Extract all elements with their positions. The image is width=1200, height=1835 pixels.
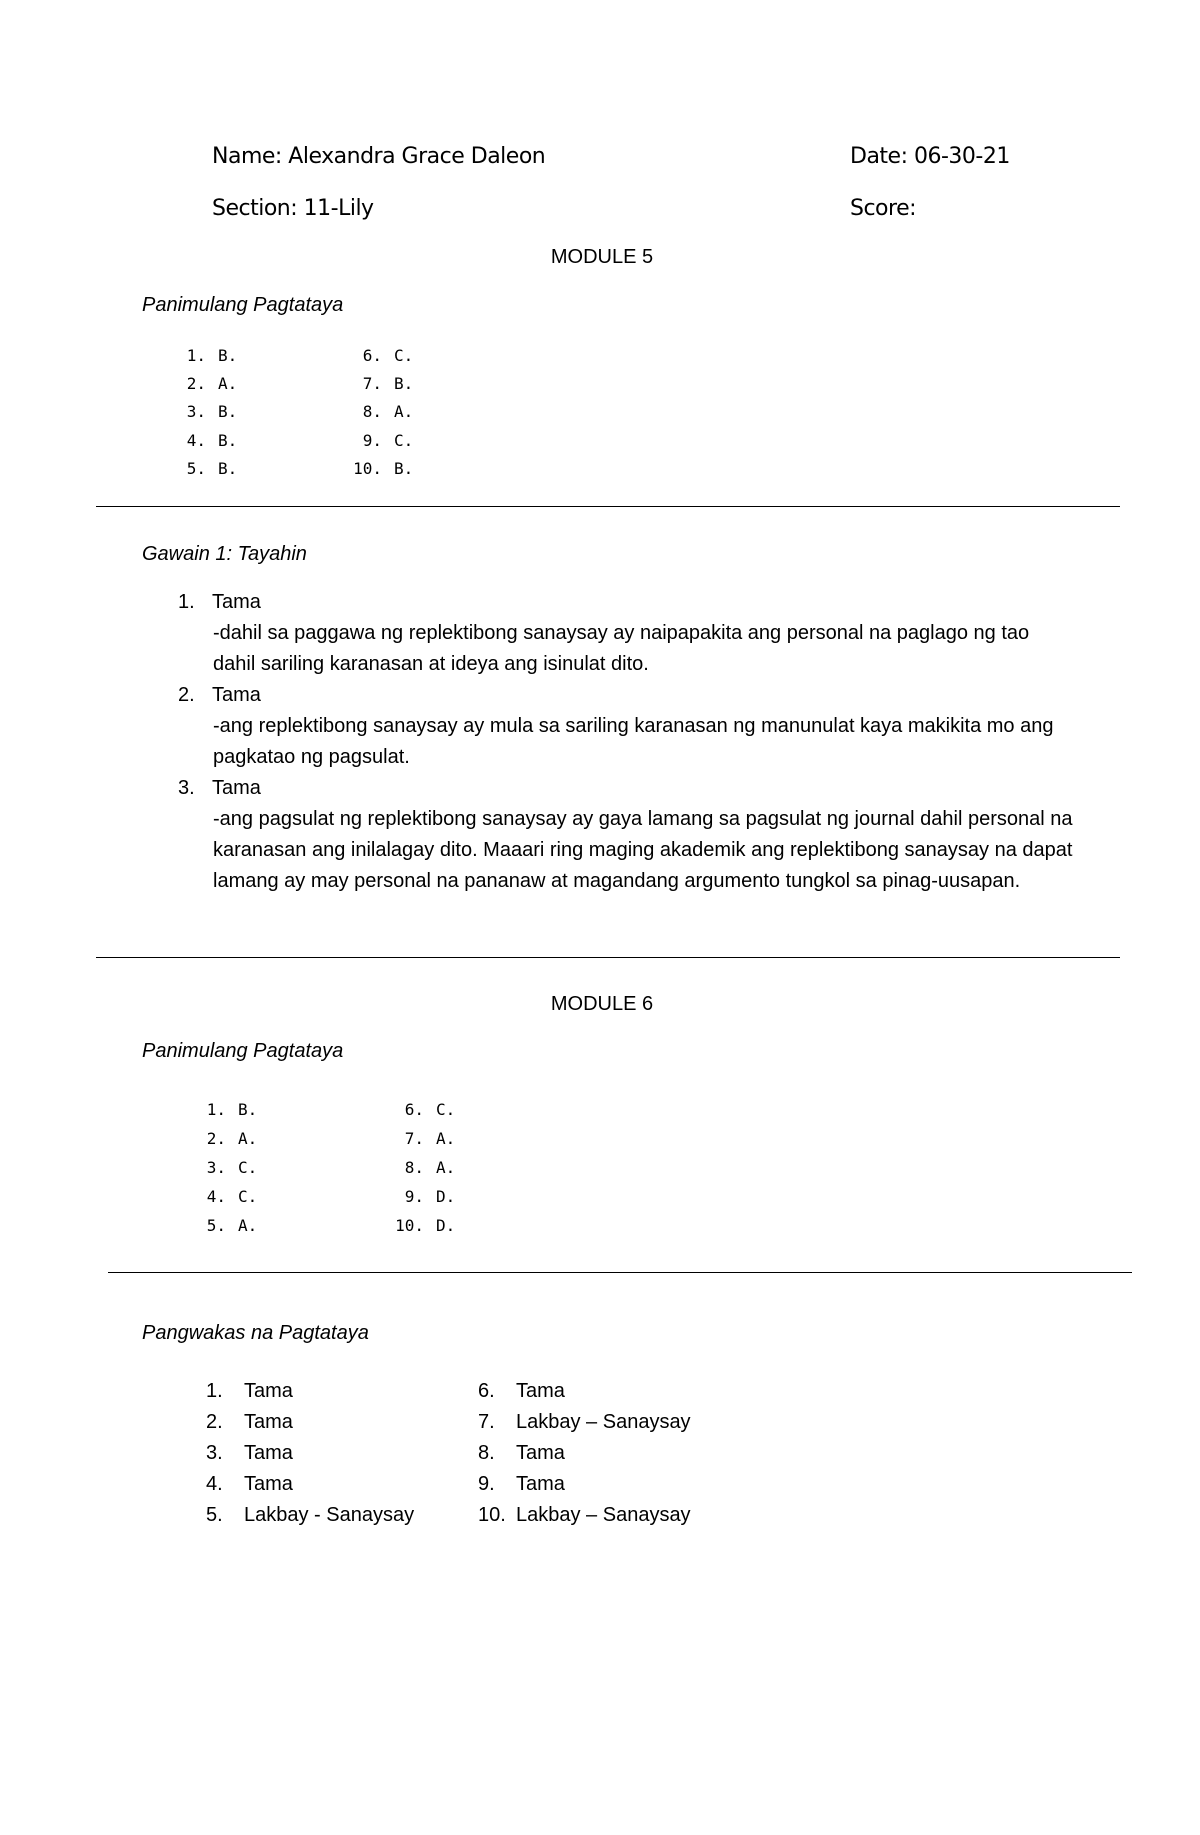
module6-panimula-label: Panimulang Pagtataya <box>142 1040 344 1062</box>
list-item: 3. Tama <box>206 1442 293 1464</box>
gawain-item-title: 1. Tama <box>178 591 261 613</box>
module5-panimula-label: Panimulang Pagtataya <box>142 294 344 316</box>
list-item: 9. C. <box>362 431 414 450</box>
list-item: 5. Lakbay - Sanaysay <box>206 1504 415 1526</box>
list-item: 6. C. <box>362 346 414 365</box>
list-item: 8. A. <box>404 1158 456 1177</box>
list-item: 5. A. <box>206 1216 258 1235</box>
gawain-item-text: -ang replektibong sanaysay ay mula sa sariling karanasan ng manunulat kaya makikita mo ang pagkatao ng pagsulat. <box>213 715 1054 768</box>
score: Score: <box>850 196 917 221</box>
list-item: 2. A. <box>206 1129 258 1148</box>
list-item: 4. C. <box>206 1187 258 1206</box>
list-item: 9. D. <box>404 1187 456 1206</box>
gawain-label: Gawain 1: Tayahin <box>142 543 307 565</box>
section: Section: 11-Lily <box>212 196 374 221</box>
list-item: 9. Tama <box>478 1473 565 1495</box>
list-item: 4. B. <box>186 431 238 450</box>
list-item: 3. C. <box>206 1158 258 1177</box>
list-item: 1. B. <box>206 1100 258 1119</box>
divider <box>96 957 1120 958</box>
gawain-item-title: 2. Tama <box>178 684 261 706</box>
list-item: 7. Lakbay – Sanaysay <box>478 1411 691 1433</box>
list-item: 10. Lakbay – Sanaysay <box>478 1504 691 1526</box>
list-item: 4. Tama <box>206 1473 293 1495</box>
list-item: 5. B. <box>186 459 238 478</box>
list-item: 2. Tama <box>206 1411 293 1433</box>
pangwakas-label: Pangwakas na Pagtataya <box>142 1322 369 1344</box>
list-item: 7. A. <box>404 1129 456 1148</box>
gawain-item-text: -ang pagsulat ng replektibong sanaysay ay gaya lamang sa pagsulat ng journal dahil personal na karanasan ang inilalagay dito. Maaari ring maging akademik ang replektibong sanaysay na dapat lamang ay may personal na pananaw at magandang argumento tungkol sa pinag-uusapan. <box>213 808 1073 892</box>
gawain-item-text: -dahil sa paggawa ng replektibong sanaysay ay naipapakita ang personal na paglago ng tao dahil sariling karanasan at ideya ang isinulat dito. <box>213 622 1030 675</box>
module6-title: MODULE 6 <box>550 993 654 1015</box>
list-item: 10. D. <box>395 1216 456 1235</box>
date: Date: 06-30-21 <box>850 144 1010 169</box>
student-name: Name: Alexandra Grace Daleon <box>212 144 546 169</box>
list-item: 8. A. <box>362 402 414 421</box>
list-item: 6. Tama <box>478 1380 565 1402</box>
list-item: 6. C. <box>404 1100 456 1119</box>
list-item: 3. B. <box>186 402 238 421</box>
divider <box>96 506 1120 507</box>
list-item: 7. B. <box>362 374 414 393</box>
gawain-item-title: 3. Tama <box>178 777 261 799</box>
divider <box>108 1272 1132 1273</box>
list-item: 1. B. <box>186 346 238 365</box>
list-item: 2. A. <box>186 374 238 393</box>
module5-title: MODULE 5 <box>550 246 654 268</box>
list-item: 1. Tama <box>206 1380 293 1402</box>
list-item: 8. Tama <box>478 1442 565 1464</box>
list-item: 10. B. <box>353 459 414 478</box>
